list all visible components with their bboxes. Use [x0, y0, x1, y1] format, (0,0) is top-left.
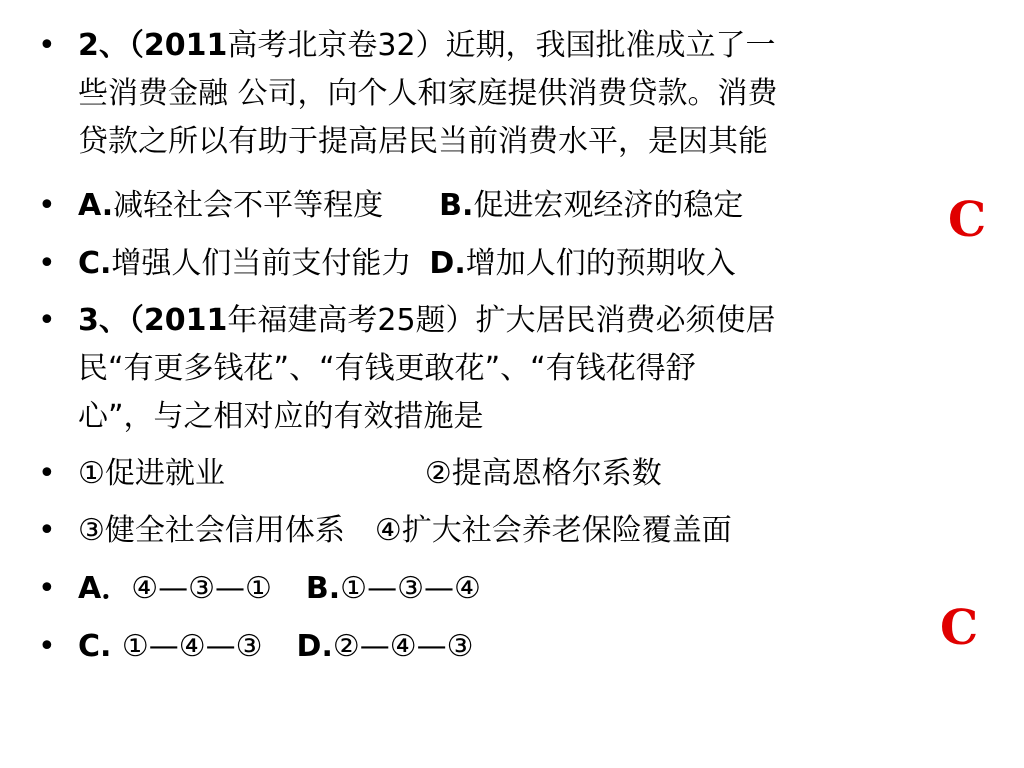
bullet: • [38, 28, 56, 63]
bullet: • [38, 571, 56, 606]
q2-options-cd [78, 240, 736, 288]
q3-answer: C [940, 600, 979, 656]
bullet: • [38, 456, 56, 491]
q3-stem-line-3: 心”，与之相对应的有效措施是 [78, 399, 484, 434]
bullet: • [38, 303, 56, 338]
q3-stem-line-1: 3、（2011年福建高考25题）扩大居民消费必须使居 [78, 303, 776, 338]
q2-option-b: B.促进宏观经济的稳定 [439, 188, 744, 223]
q2-answer: C [948, 192, 987, 248]
q2-option-d: D.增加人们的预期收入 [429, 246, 736, 281]
q3-options-ab [78, 565, 481, 613]
bullet: • [38, 188, 56, 223]
q3-options-cd [78, 623, 474, 671]
q3-stem-line-2: 民“有更多钱花”、“有钱更敢花”、“有钱花得舒 [78, 351, 696, 386]
q3-option-a: A．④—③—① [78, 571, 272, 606]
q2-stem-line-1: 2、（2011高考北京卷32）近期，我国批准成立了一 [78, 28, 776, 63]
q3-option-d: D.②—④—③ [296, 629, 474, 664]
q2-option-c: C.增强人们当前支付能力 [78, 246, 412, 281]
q3-item-4: ④扩大社会养老保险覆盖面 [374, 513, 732, 548]
q2-stem-line-2: 些消费金融 公司，向个人和家庭提供消费贷款。消费 [78, 76, 778, 111]
q3-items-12 [78, 450, 662, 498]
q3-option-c: C. ①—④—③ [78, 629, 263, 664]
bullet: • [38, 513, 56, 548]
q3-option-b: B.①—③—④ [305, 571, 481, 606]
q3-item-2: ②提高恩格尔系数 [424, 456, 662, 491]
q2-option-a: A.减轻社会不平等程度 [78, 188, 384, 223]
q2-options-ab [78, 182, 743, 230]
q3-item-1: ①促进就业 [78, 456, 225, 491]
bullet: • [38, 246, 56, 281]
q3-items-34 [78, 507, 732, 555]
bullet: • [38, 629, 56, 664]
q3-item-3: ③健全社会信用体系 [78, 513, 345, 548]
q2-stem-line-3: 贷款之所以有助于提高居民当前消费水平，是因其能 [78, 124, 768, 159]
